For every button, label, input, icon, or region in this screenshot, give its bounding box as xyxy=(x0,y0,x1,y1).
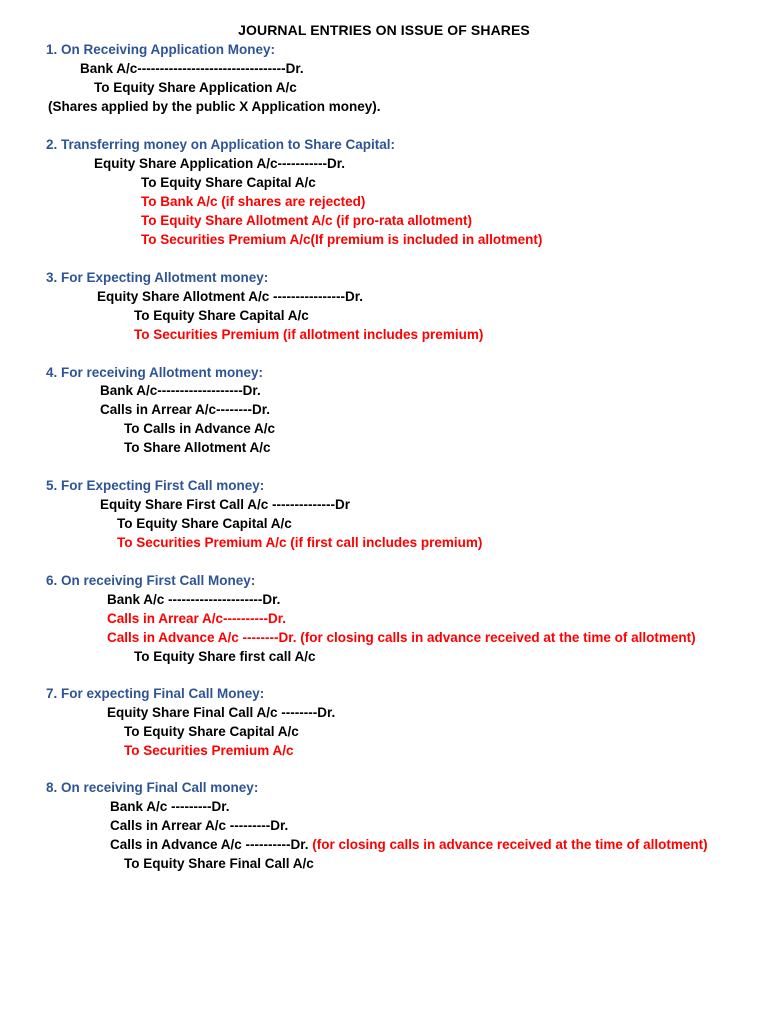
journal-line: To Equity Share Capital A/c xyxy=(124,724,299,739)
section-7-heading: 7. For expecting Final Call Money: xyxy=(46,686,265,701)
section-8-heading: 8. On receiving Final Call money: xyxy=(46,780,259,795)
journal-line-conditional: To Securities Premium (if allotment includes premium) xyxy=(134,327,484,342)
journal-line-conditional-note: (for closing calls in advance received at the time of allotment) xyxy=(312,837,708,852)
journal-line: Bank A/c---------------------------------Dr. xyxy=(80,61,304,76)
section-5-heading: 5. For Expecting First Call money: xyxy=(46,478,265,493)
section-3-heading: 3. For Expecting Allotment money: xyxy=(46,270,269,285)
journal-line-conditional: Calls in Arrear A/c----------Dr. xyxy=(107,611,287,626)
journal-line: Calls in Arrear A/c ---------Dr. xyxy=(110,818,289,833)
page-title: JOURNAL ENTRIES ON ISSUE OF SHARES xyxy=(238,22,530,38)
journal-line: Equity Share Final Call A/c --------Dr. xyxy=(107,705,336,720)
journal-line: Bank A/c ---------------------Dr. xyxy=(107,592,281,607)
journal-line-conditional: Calls in Advance A/c --------Dr. (for closing calls in advance received at the time of allotment) xyxy=(107,630,696,645)
journal-line-conditional: To Bank A/c (if shares are rejected) xyxy=(141,194,366,209)
journal-line-conditional: To Securities Premium A/c(If premium is included in allotment) xyxy=(141,232,543,247)
journal-line: To Share Allotment A/c xyxy=(124,440,271,455)
journal-line-conditional: To Securities Premium A/c xyxy=(124,743,294,758)
section-1-heading: 1. On Receiving Application Money: xyxy=(46,42,276,57)
journal-line: To Equity Share first call A/c xyxy=(134,649,316,664)
journal-line: Bank A/c ---------Dr. xyxy=(110,799,230,814)
journal-line: Bank A/c-------------------Dr. xyxy=(100,383,261,398)
journal-line: To Equity Share Capital A/c xyxy=(117,516,292,531)
section-4-heading: 4. For receiving Allotment money: xyxy=(46,365,264,380)
journal-line: Equity Share Allotment A/c ----------------Dr. xyxy=(97,289,363,304)
section-2-heading: 2. Transferring money on Application to Share Capital: xyxy=(46,137,396,152)
journal-line-text: Calls in Advance A/c ----------Dr. xyxy=(110,837,313,852)
journal-note: (Shares applied by the public X Application money). xyxy=(48,99,381,114)
journal-line: Equity Share Application A/c-----------Dr. xyxy=(94,156,345,171)
journal-line: To Equity Share Application A/c xyxy=(94,80,297,95)
journal-line: To Calls in Advance A/c xyxy=(124,421,276,436)
section-6-heading: 6. On receiving First Call Money: xyxy=(46,573,256,588)
journal-line: Equity Share First Call A/c --------------Dr xyxy=(100,497,350,512)
journal-line: Calls in Arrear A/c--------Dr. xyxy=(100,402,271,417)
journal-line-conditional: To Equity Share Allotment A/c (if pro-rata allotment) xyxy=(141,213,473,228)
journal-line xyxy=(110,835,708,854)
journal-line: To Equity Share Final Call A/c xyxy=(124,856,314,871)
journal-line: To Equity Share Capital A/c xyxy=(141,175,316,190)
journal-line: To Equity Share Capital A/c xyxy=(134,308,309,323)
journal-line-conditional: To Securities Premium A/c (if first call includes premium) xyxy=(117,535,483,550)
